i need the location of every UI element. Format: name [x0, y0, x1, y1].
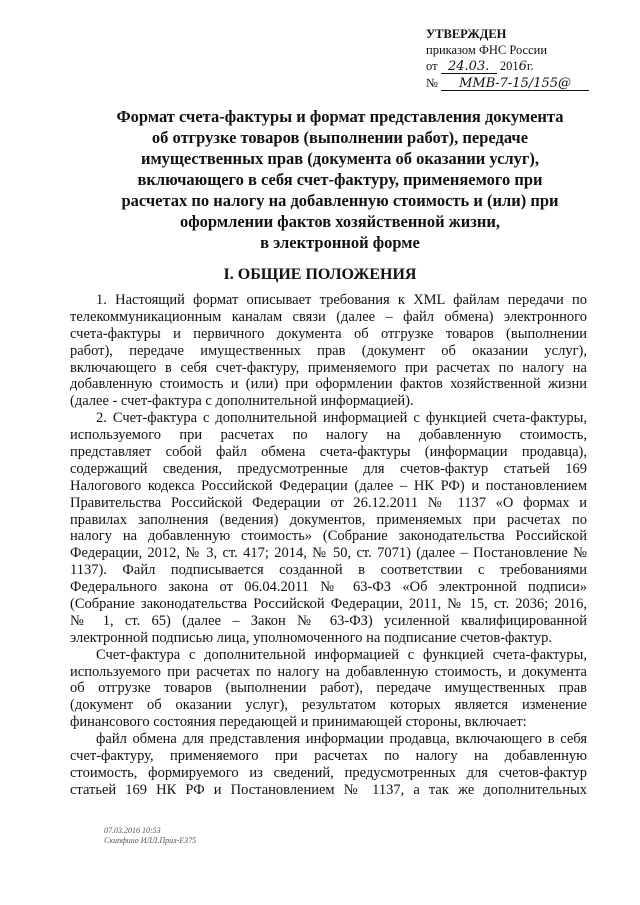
title-line: расчетах по налогу на добавленную стоимость и (или) при: [121, 191, 559, 210]
body-line: Федерации, 2012, № 3, ст. 417; 2014, № 50, ст. 7071) (далее – Постановление №: [70, 545, 587, 562]
body-line: электронной подписью лица, уполномоченного на подписание счетов-фактур.: [70, 629, 552, 646]
body-line: (далее - счет-фактура с дополнительной информацией).: [70, 393, 414, 410]
body-line: Счет-фактура с дополнительной информацией с функцией счета-фактуры,: [96, 646, 587, 663]
approval-date-line: [426, 58, 589, 75]
body-line: включающего в себя счет-фактуру, применяемого при расчетах по налогу на: [70, 359, 587, 376]
title-line: об отгрузке товаров (выполнении работ), передаче: [151, 128, 529, 147]
body-line: используемого при расчетах по налогу на добавленную стоимость,: [70, 427, 587, 444]
title-line: имущественных прав (документа об оказании услуг),: [140, 149, 540, 168]
body-line: представляет собой файл обмена счета-фактуры (информации продавца),: [70, 444, 587, 461]
body-line: правилах заполнения (ведения) документов, применяемых при расчетах по: [70, 511, 587, 528]
approval-number-line: [426, 75, 589, 91]
body-line: Налогового кодекса Российской Федерации (далее – НК РФ) и постановлением: [70, 477, 587, 494]
document-body: [70, 292, 587, 799]
body-line: 1. Настоящий формат описывает требования к XML файлам передачи по: [96, 292, 587, 308]
body-line: счет-фактуру, применяемого при расчетах по налогу на добавленную: [70, 748, 587, 765]
body-line: Правительства Российской Федерации от 26.12.2011 № 1137 «О формах и: [70, 494, 587, 511]
body-line: статьей 169 НК РФ и Постановлением № 1137, а так же дополнительных: [70, 781, 587, 798]
handwritten-year: 6: [518, 59, 527, 74]
approval-title: УТВЕРЖДЕН: [426, 27, 507, 41]
title-line: Формат счета-фактуры и формат представления документа: [116, 107, 564, 126]
date-prefix: от: [426, 59, 438, 73]
footer-stamp: [104, 826, 196, 846]
body-line: 2. Счет-фактура с дополнительной информацией с функцией счета-фактуры,: [96, 410, 587, 427]
body-line: счета-фактуры и первичного документа об отгрузке товаров (выполнении: [70, 325, 587, 342]
approval-block: [426, 26, 589, 91]
approval-order-line: приказом ФНС России: [426, 43, 548, 57]
body-line: № 1, ст. 65) (далее – Закон № 63-ФЗ) усиленной квалифицированной: [70, 612, 587, 629]
footer-timestamp: 07.03.2016 10:53: [104, 826, 161, 835]
section-heading: I. ОБЩИЕ ПОЛОЖЕНИЯ: [223, 266, 417, 283]
body-line: финансового состояния передающей и принимающей стороны, включает:: [70, 714, 527, 731]
document-title: [60, 106, 620, 253]
body-line: стоимость, формируемого из сведений, предусмотренных для счетов-фактур: [70, 764, 587, 781]
body-line: налогу на добавленную стоимость» (Собрание законодательства Российской: [70, 528, 587, 545]
title-line: включающего в себя счет-фактуру, применяемого при: [137, 170, 543, 189]
body-line: телекоммуникационным каналам связи (далее – файл обмена) электронного: [70, 308, 587, 325]
title-line: в электронной форме: [260, 233, 420, 252]
body-line: работ), передаче имущественных прав (документ об оказании услуг),: [70, 342, 587, 359]
body-line: содержащий сведения, предусмотренные для счетов-фактур статьей 169: [70, 460, 587, 477]
body-line: файл обмена для представления информации продавца, включающего в себя: [96, 731, 587, 748]
body-line: добавленную стоимость и (или) при оформлении фактов хозяйственной жизни: [70, 376, 587, 393]
body-line: используемого при расчетах по налогу на добавленную стоимость, и документа: [70, 663, 587, 680]
number-prefix: №: [426, 76, 438, 90]
body-line: Федерального закона от 06.04.2011 № 63-ФЗ «Об электронной подписи»: [70, 579, 587, 596]
body-line: об отгрузке товаров (выполнении работ), передаче имущественных прав: [70, 680, 587, 697]
handwritten-date: 24.03.: [441, 60, 497, 74]
footer-doc-id: Скипфино ИЛЛ.Прил-Е375: [104, 836, 197, 845]
year-suffix: г.: [526, 59, 534, 73]
title-line: оформлении фактов хозяйственной жизни,: [180, 212, 500, 231]
body-line: 1137). Файл подписывается созданной в соответствии с требованиями: [70, 562, 587, 579]
body-line: (Собрание законодательства Российской Федерации, 2011, № 15, ст. 2036; 2016,: [70, 596, 587, 613]
year-prefix: 201: [499, 59, 519, 73]
body-line: (документ об оказании услуг), результатом которых является изменение: [70, 697, 587, 714]
handwritten-number: ММВ-7-15/155@: [441, 77, 589, 91]
